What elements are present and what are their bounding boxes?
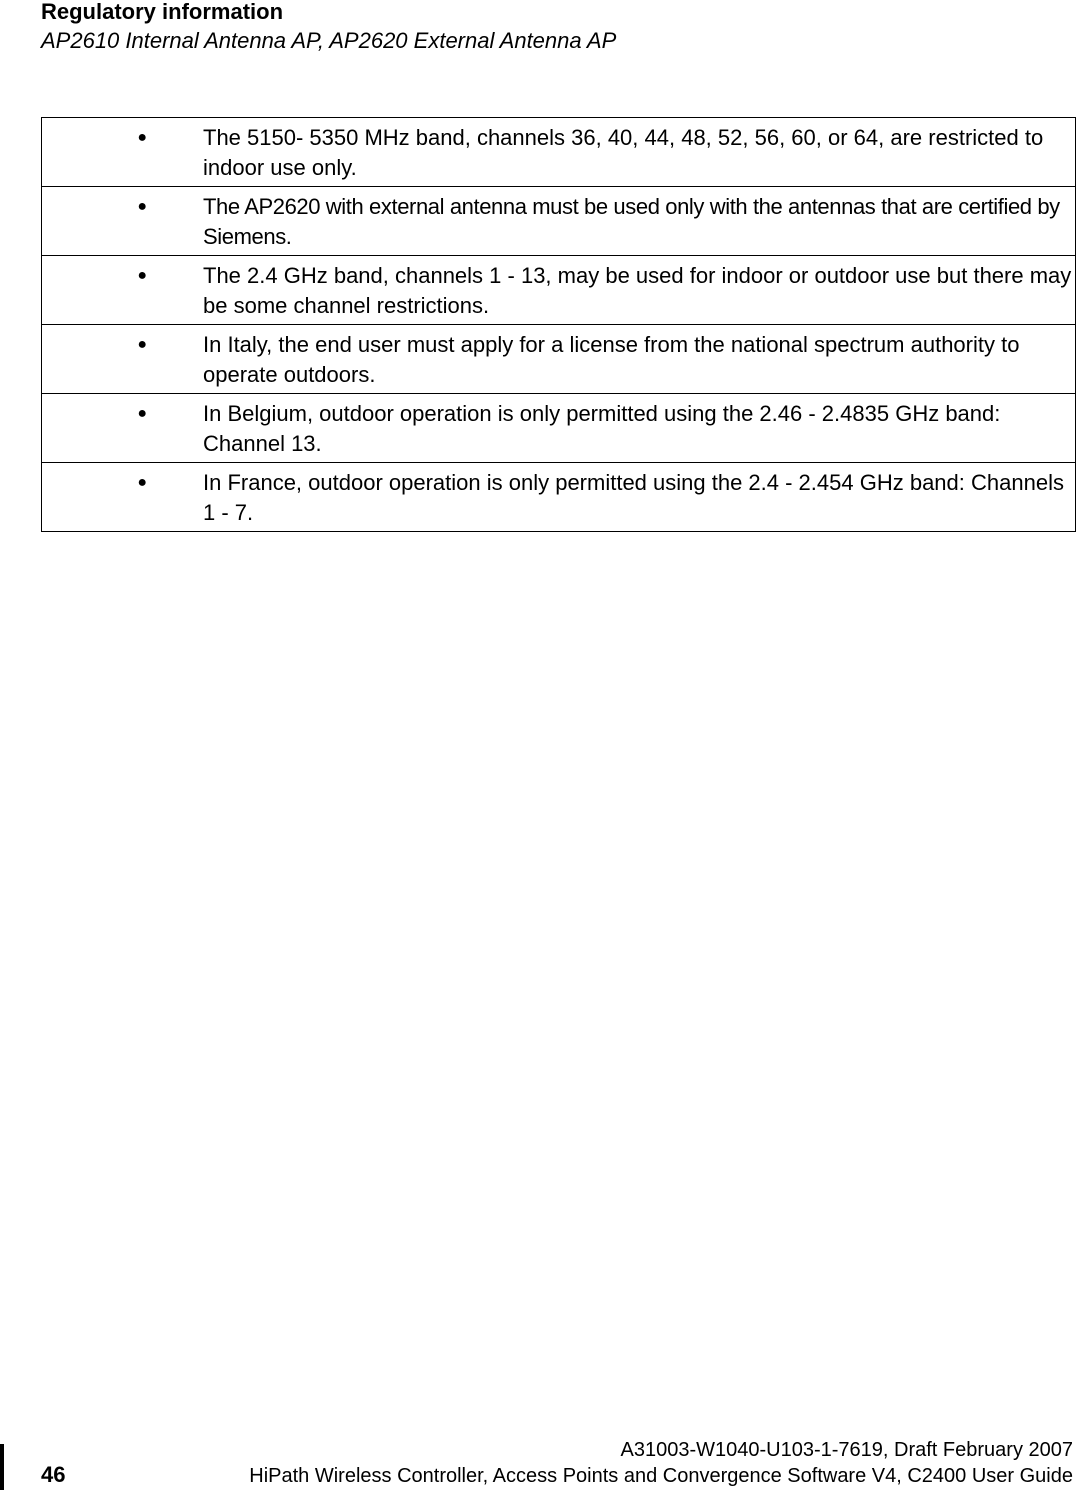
note-text: The 2.4 GHz band, channels 1 - 13, may be used for indoor or outdoor use but there may be some channel restrictions. xyxy=(203,263,1072,318)
note-row xyxy=(42,118,1076,187)
bullet-icon: ● xyxy=(137,405,148,422)
footer-doc-id: A31003-W1040-U103-1-7619, Draft February 2007 xyxy=(620,1439,1073,1461)
section-title: Regulatory information xyxy=(41,0,284,24)
bullet-icon: ● xyxy=(137,198,148,215)
note-text: In Italy, the end user must apply for a license from the national spectrum authority to operate outdoors. xyxy=(203,332,1020,387)
bullet-icon: ● xyxy=(137,129,148,146)
note-row xyxy=(42,394,1076,463)
regulatory-notes-table xyxy=(41,117,1076,532)
note-row xyxy=(42,187,1076,256)
bullet-icon: ● xyxy=(137,474,148,491)
note-text: In Belgium, outdoor operation is only permitted using the 2.46 - 2.4835 GHz band: Channel 13. xyxy=(203,401,1001,456)
page-number: 46 xyxy=(41,1462,66,1487)
section-subtitle: AP2610 Internal Antenna AP, AP2620 External Antenna AP xyxy=(41,28,617,53)
bullet-icon: ● xyxy=(137,267,148,284)
bullet-icon: ● xyxy=(137,336,148,353)
note-text: The 5150- 5350 MHz band, channels 36, 40, 44, 48, 52, 56, 60, or 64, are restricted to indoor use only. xyxy=(203,125,1044,180)
footer-guide-title: HiPath Wireless Controller, Access Points and Convergence Software V4, C2400 User Guide xyxy=(249,1465,1073,1487)
note-text: In France, outdoor operation is only permitted using the 2.4 - 2.454 GHz band: Channels 1 - 7. xyxy=(203,470,1064,525)
note-row xyxy=(42,463,1076,532)
note-row xyxy=(42,325,1076,394)
note-text: The AP2620 with external antenna must be used only with the antennas that are certified by Siemens. xyxy=(203,194,1060,249)
change-bar xyxy=(0,1444,4,1490)
note-row xyxy=(42,256,1076,325)
